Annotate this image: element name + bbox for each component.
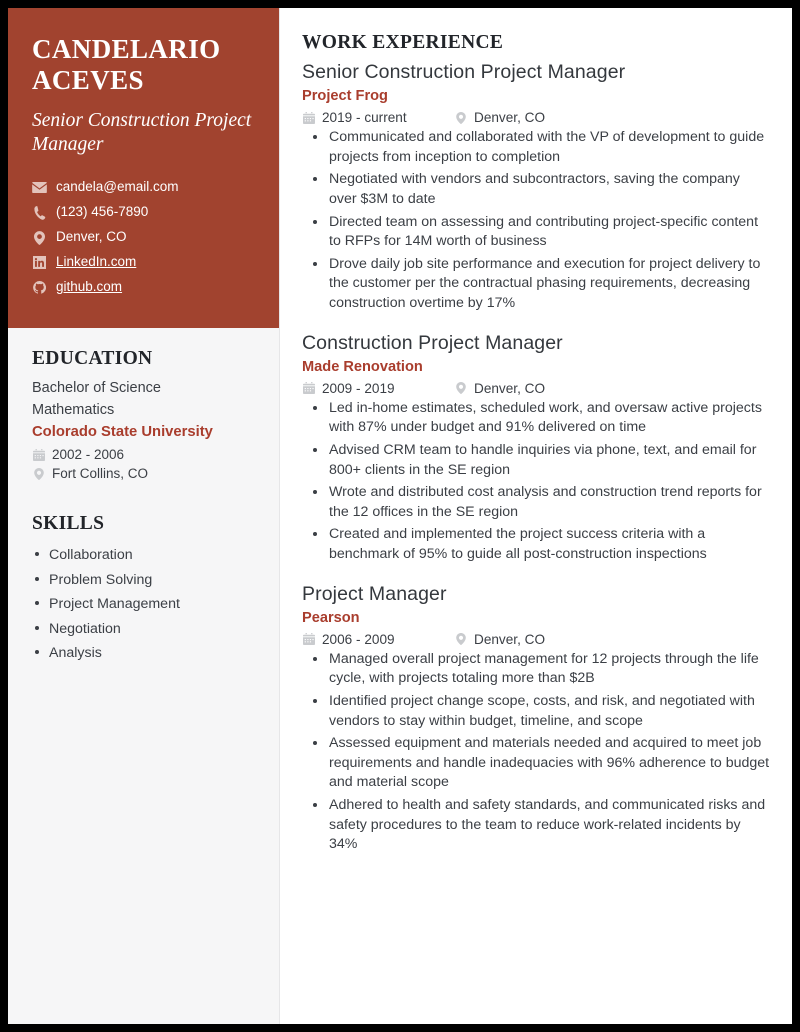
job-title: Construction Project Manager — [302, 331, 563, 354]
job-dates — [302, 381, 454, 396]
education-field: Mathematics — [32, 401, 115, 418]
envelope-icon — [32, 182, 47, 193]
phone-icon — [32, 206, 47, 220]
contact-phone-text: (123) 456-7890 — [56, 204, 149, 220]
contact-linkedin[interactable] — [32, 254, 255, 271]
calendar-icon — [302, 382, 315, 394]
job-meta — [302, 381, 770, 396]
job-title: Project Manager — [302, 582, 447, 605]
calendar-icon — [302, 112, 315, 124]
job-dates-text: 2009 - 2019 — [322, 380, 395, 396]
job-bullets — [302, 128, 770, 313]
job-location-text: Denver, CO — [474, 631, 546, 647]
calendar-icon — [32, 449, 45, 461]
list-item: Negotiated with vendors and subcontractors, saving the company over $3M to date — [308, 170, 770, 209]
list-item: Identified project change scope, costs, and risk, and negotiated with vendors to stay within budget, timeline, and scope — [308, 692, 770, 731]
contact-email[interactable] — [32, 179, 255, 196]
list-item: Managed overall project management for 12 projects through the life cycle, with projects totaling more than $2B — [308, 650, 770, 689]
list-item: Directed team on assessing and contributing project-specific content to RFPs for 14M worth of business — [308, 213, 770, 252]
list-item: Led in-home estimates, scheduled work, and oversaw active projects with 87% under budget and 91% delivered on time — [308, 399, 770, 438]
list-item: Advised CRM team to handle inquiries via phone, text, and email for 800+ clients in the SE region — [308, 441, 770, 480]
list-item: Collaboration — [32, 543, 257, 567]
calendar-icon — [302, 633, 315, 645]
work-experience-heading: WORK EXPERIENCE — [302, 32, 504, 53]
list-item: Created and implemented the project success criteria with a benchmark of 95% to guide all post-construction inspections — [308, 525, 770, 564]
job-dates-text: 2019 - current — [322, 110, 407, 126]
list-item: Negotiation — [32, 617, 257, 641]
contact-linkedin-text: LinkedIn.com — [56, 254, 137, 270]
skills-section — [32, 513, 257, 665]
list-item: Problem Solving — [32, 568, 257, 592]
job-location — [454, 381, 545, 396]
job-dates — [302, 632, 454, 647]
list-item: Assessed equipment and materials needed and acquired to meet job requirements and handle inadequacies with 96% adherence to budget and material scope — [308, 734, 770, 793]
contact-location — [32, 229, 255, 246]
education-section — [32, 348, 257, 481]
sidebar — [8, 8, 280, 1024]
job-location-text: Denver, CO — [474, 380, 546, 396]
job-company: Pearson — [302, 609, 360, 626]
job-meta — [302, 632, 770, 647]
job-entry — [302, 582, 770, 855]
resume-sheet — [8, 8, 792, 1024]
job-location — [454, 632, 545, 647]
job-entry — [302, 331, 770, 565]
education-heading: EDUCATION — [32, 348, 153, 370]
list-item: Communicated and collaborated with the VP of development to guide projects from inception to completion — [308, 128, 770, 167]
contact-phone[interactable] — [32, 204, 255, 221]
main-column — [280, 8, 792, 1024]
job-meta — [302, 110, 770, 125]
job-dates — [302, 110, 454, 125]
contact-list — [32, 179, 255, 296]
sidebar-header — [8, 8, 279, 328]
education-degree: Bachelor of Science — [32, 380, 161, 397]
linkedin-icon — [32, 256, 47, 269]
job-location-text: Denver, CO — [474, 110, 546, 126]
list-item: Project Management — [32, 592, 257, 616]
job-company: Project Frog — [302, 88, 388, 105]
github-icon — [32, 281, 47, 294]
location-pin-icon — [454, 382, 467, 394]
sidebar-body — [8, 328, 279, 665]
education-dates — [32, 447, 257, 462]
job-bullets — [302, 399, 770, 565]
candidate-headline: Senior Construction Project Manager — [32, 110, 252, 156]
list-item: Drove daily job site performance and execution for project delivery to the customer per the contractual phasing requirements, decreasing construction overtime by 17% — [308, 255, 770, 314]
location-pin-icon — [454, 112, 467, 124]
skills-list — [32, 543, 257, 665]
job-entry — [302, 60, 770, 314]
job-title: Senior Construction Project Manager — [302, 61, 626, 83]
list-item: Analysis — [32, 641, 257, 665]
education-school: Colorado State University — [32, 423, 213, 440]
location-pin-icon — [454, 633, 467, 645]
list-item: Wrote and distributed cost analysis and construction trend reports for the 12 offices in the SE region — [308, 483, 770, 522]
job-location — [454, 110, 545, 125]
education-location-text: Fort Collins, CO — [52, 466, 149, 482]
location-pin-icon — [32, 231, 47, 245]
contact-location-text: Denver, CO — [56, 229, 127, 245]
contact-email-text: candela@email.com — [56, 179, 179, 195]
job-bullets — [302, 650, 770, 855]
location-pin-icon — [32, 468, 45, 480]
education-location — [32, 466, 257, 481]
job-company: Made Renovation — [302, 358, 423, 375]
list-item: Adhered to health and safety standards, and communicated risks and safety procedures to the team to reduce work-related incidents by 34% — [308, 796, 770, 855]
skills-heading: SKILLS — [32, 513, 105, 535]
candidate-name: CANDELARIO ACEVES — [32, 34, 221, 95]
contact-github[interactable] — [32, 279, 255, 296]
contact-github-text: github.com — [56, 279, 123, 295]
job-dates-text: 2006 - 2009 — [322, 631, 395, 647]
education-dates-text: 2002 - 2006 — [52, 447, 125, 463]
